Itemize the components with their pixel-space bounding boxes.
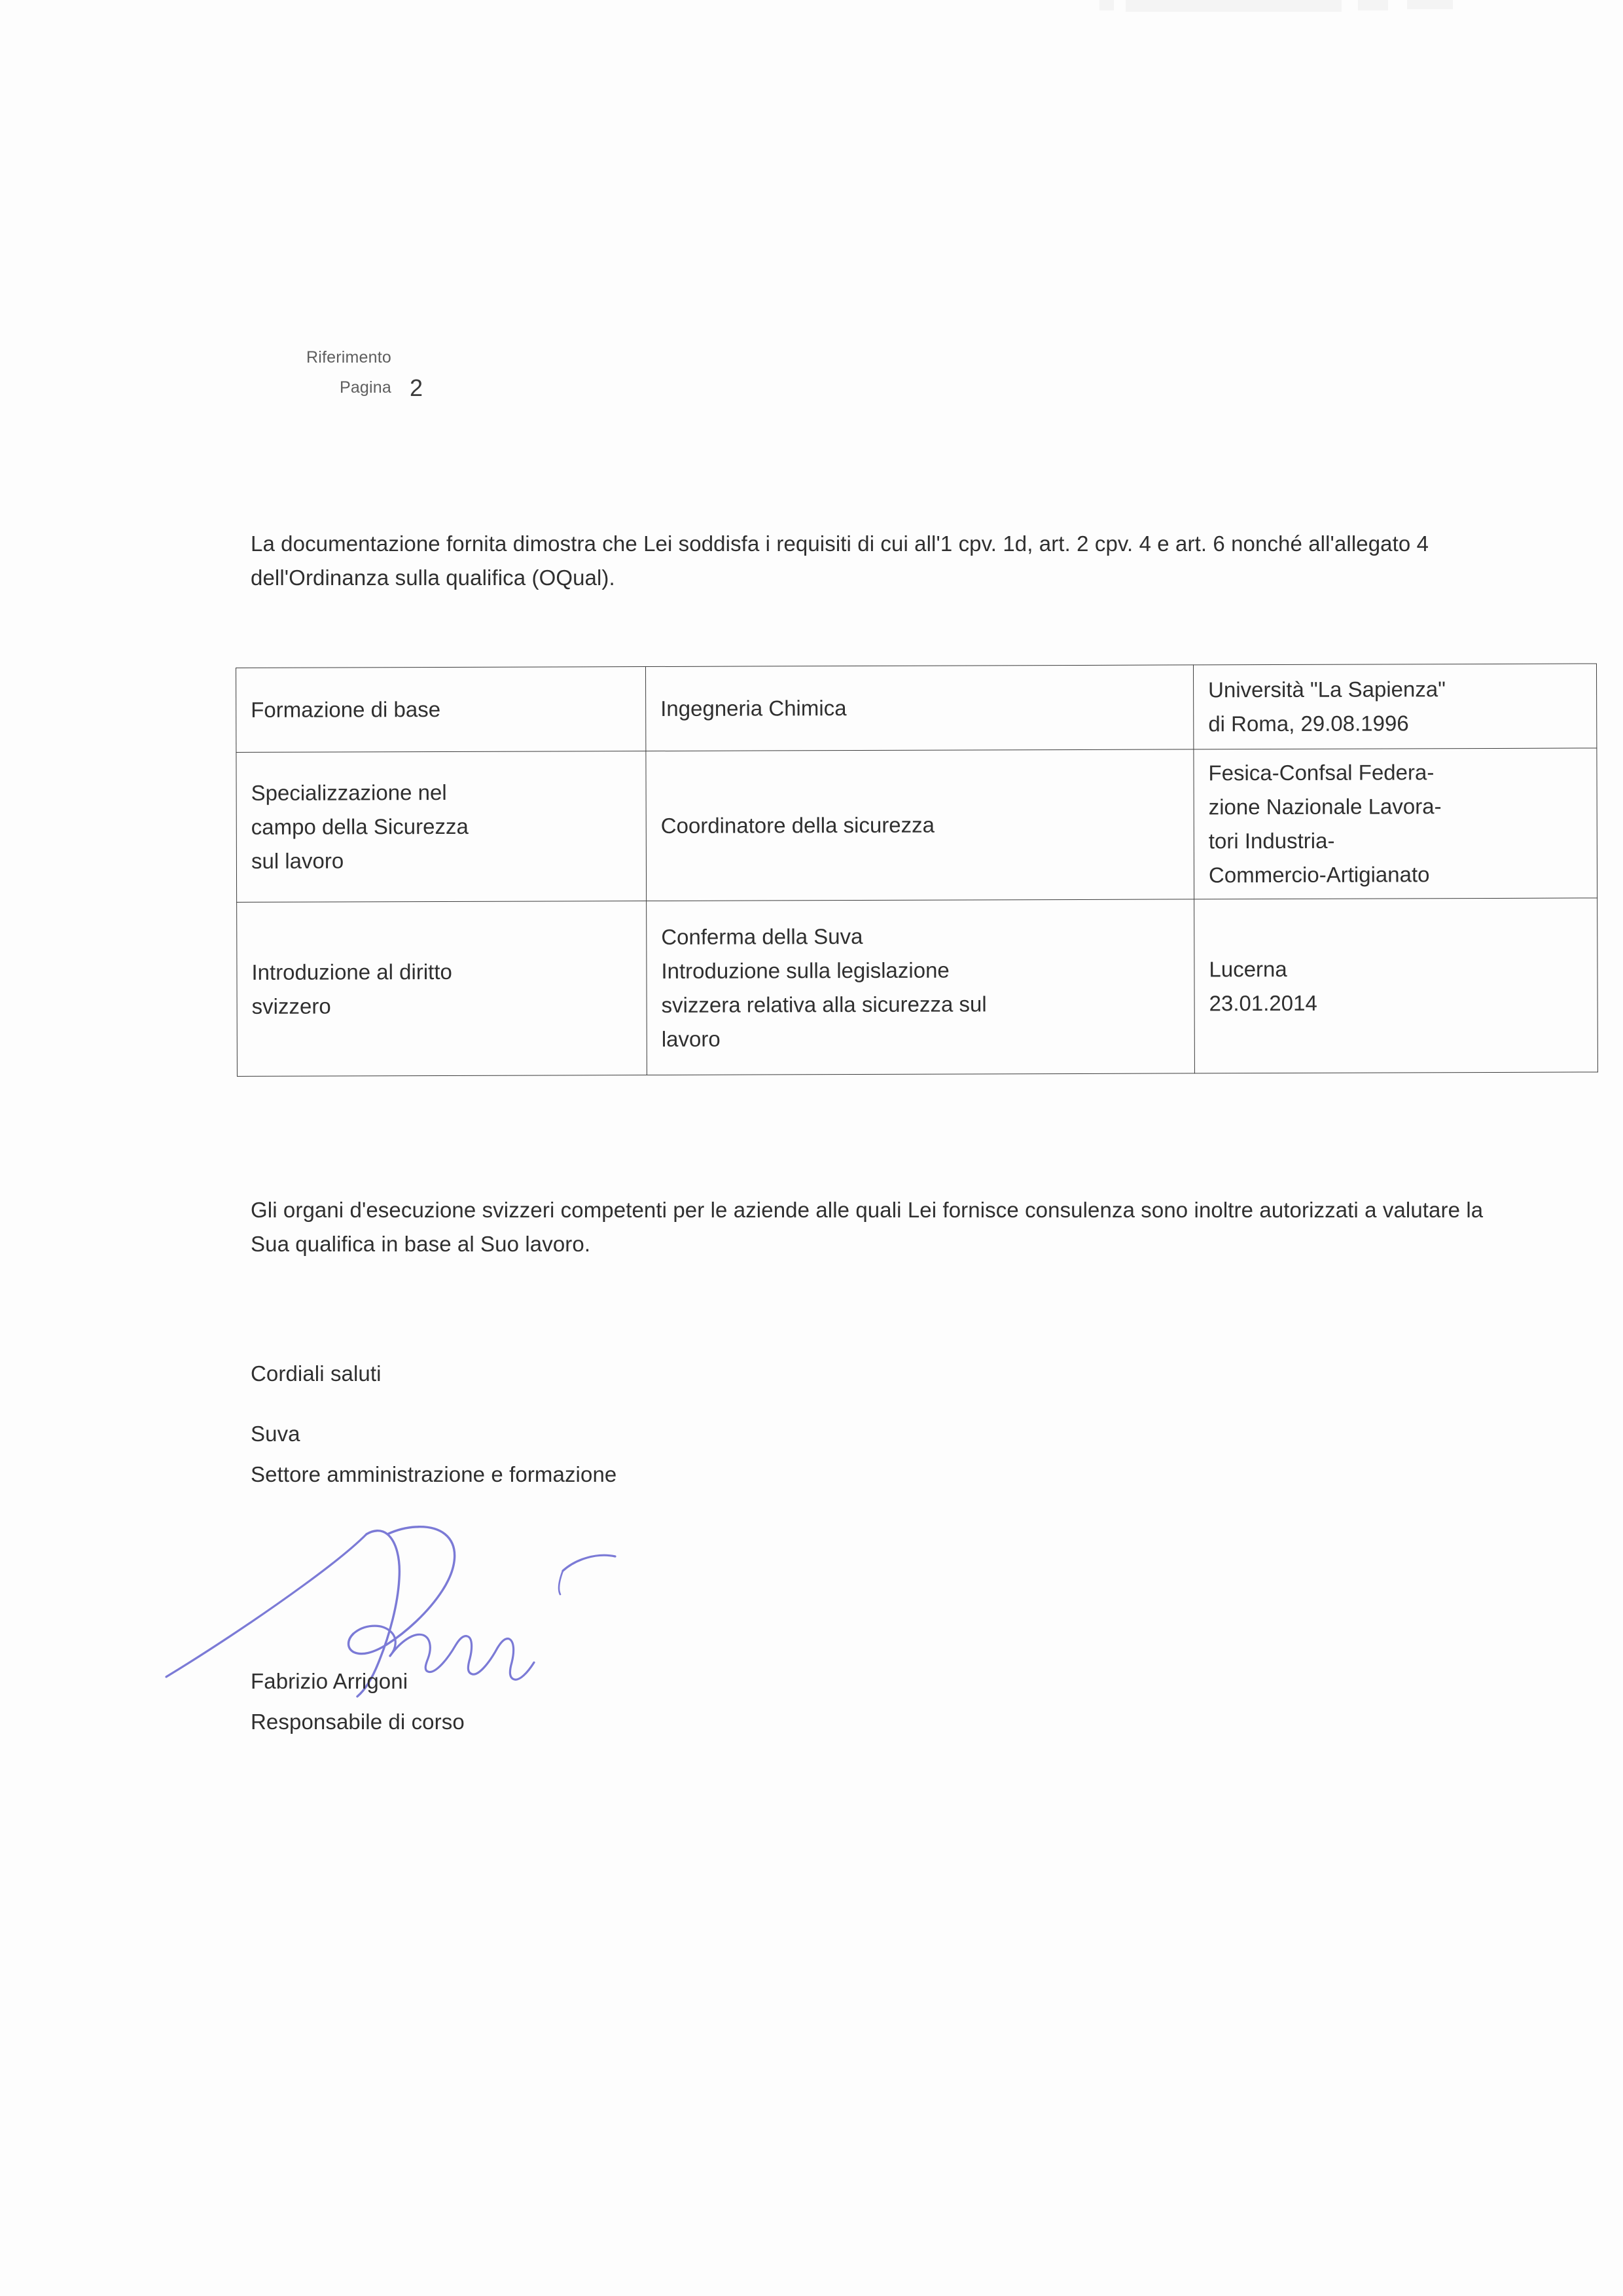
detail-line: svizzera relativa alla sicurezza sul (661, 991, 987, 1017)
page-row (116, 374, 423, 408)
letterhead-reference-block (116, 348, 423, 408)
detail-line: lavoro (661, 1026, 721, 1051)
table-cell-area: Formazione di base (236, 667, 646, 753)
closing-greeting: Cordiali saluti (251, 1361, 382, 1386)
issuer-line: Fesica-Confsal Federa- (1208, 760, 1435, 785)
area-line: campo della Sicurezza (251, 814, 469, 839)
area-line: Introduzione al diritto (251, 959, 452, 984)
scan-artifact (1407, 0, 1453, 9)
issuer-line: Università "La Sapienza" (1208, 677, 1446, 702)
page-label: Pagina (339, 378, 391, 397)
table-cell-issuer (1193, 664, 1596, 749)
table-cell-detail: Coordinatore della sicurezza (646, 749, 1194, 901)
area-line: svizzero (251, 994, 331, 1018)
sender-department: Settore amministrazione e formazione (251, 1462, 617, 1486)
detail-line: Introduzione sulla legislazione (661, 958, 950, 983)
qualification-table (236, 663, 1598, 1077)
authorities-paragraph: Gli organi d'esecuzione svizzeri competenti per le aziende alle quali Lei fornisce consulenza sono inoltre autorizzati a valutare la Sua qualifica in base al Suo lavoro. (251, 1198, 1484, 1256)
issuer-line: Commercio-Artigianato (1208, 862, 1430, 888)
signer-role: Responsabile di corso (251, 1710, 465, 1734)
issuer-line: di Roma, 29.08.1996 (1208, 711, 1409, 736)
table-cell-issuer (1194, 748, 1597, 899)
table-cell-area (237, 901, 647, 1077)
scan-artifact (1099, 0, 1114, 10)
table-row (236, 748, 1597, 903)
reference-row (116, 348, 391, 378)
table-cell-issuer (1194, 898, 1598, 1073)
sender-organisation: Suva (251, 1422, 300, 1446)
issuer-line: Lucerna (1209, 956, 1287, 981)
sender-block (251, 1414, 616, 1495)
issuer-line: zione Nazionale Lavora- (1208, 794, 1442, 819)
detail-line: Conferma della Suva (661, 924, 863, 949)
table-row (237, 898, 1598, 1077)
page-number: 2 (410, 374, 423, 401)
signer-block (251, 1661, 465, 1742)
signer-name: Fabrizio Arrigoni (251, 1669, 408, 1693)
table-cell-detail: Ingegneria Chimica (645, 665, 1193, 751)
scan-artifact (1126, 0, 1342, 12)
table-cell-detail (647, 899, 1195, 1075)
intro-paragraph: La documentazione fornita dimostra che Lei soddisfa i requisiti di cui all'1 cpv. 1d, art. 2 cpv. 4 e art. 6 nonché all'allegato 4 dell'Ordinanza sulla qualifica (OQual). (251, 531, 1429, 590)
issuer-line: 23.01.2014 (1209, 990, 1317, 1015)
table-row (236, 664, 1597, 753)
area-line: Specializzazione nel (251, 780, 447, 805)
reference-label: Riferimento (306, 348, 391, 367)
issuer-line: tori Industria- (1208, 828, 1335, 853)
area-line: sul lavoro (251, 848, 344, 873)
scan-artifact (1358, 0, 1388, 10)
table-cell-area (236, 751, 647, 903)
